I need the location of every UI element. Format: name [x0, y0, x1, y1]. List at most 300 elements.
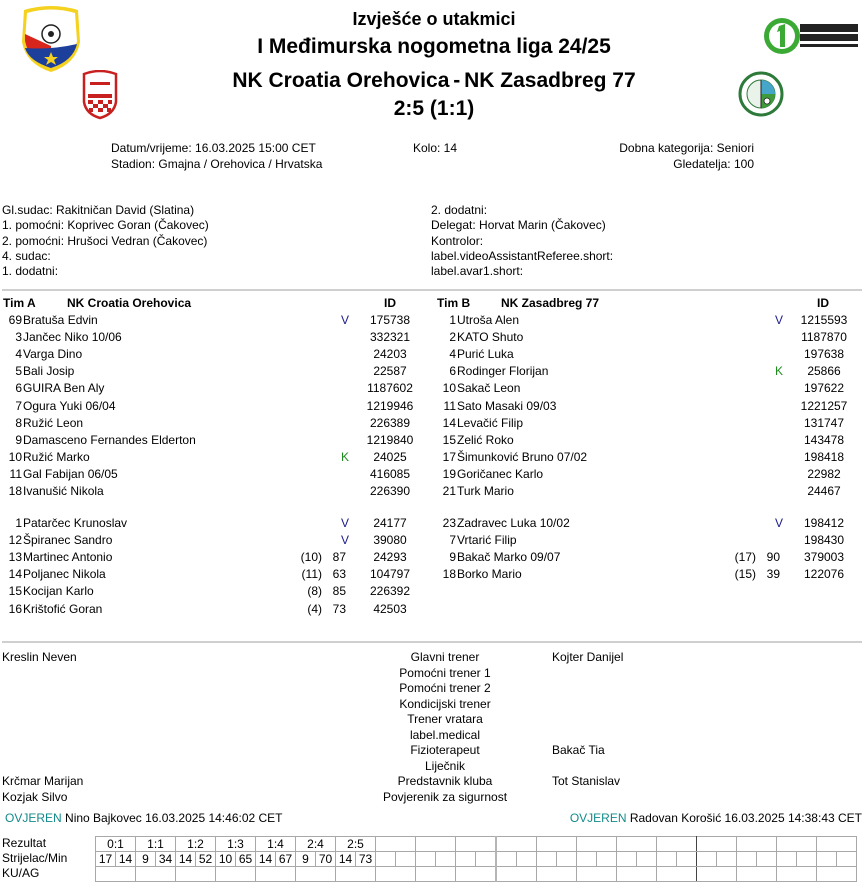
- away-staff-name: [552, 681, 752, 697]
- goal-scorer-cell: [537, 852, 557, 867]
- card-row: [96, 867, 857, 882]
- player-id: 175738: [369, 313, 411, 327]
- goal-result-cell: 1:4: [256, 837, 296, 852]
- player-name: Kocijan Karlo: [23, 584, 94, 599]
- goal-scorer-cell: [456, 852, 476, 867]
- replaced-player-number: (11): [301, 567, 322, 582]
- goal-scorer-cell: [697, 852, 717, 867]
- home-staff-name: [2, 681, 202, 697]
- home-staff-name: [2, 728, 202, 744]
- home-team-name: NK Croatia Orehovica: [232, 69, 450, 92]
- player-name: Varga Dino: [23, 347, 83, 362]
- away-staff-name: Bakač Tia: [552, 743, 605, 757]
- player-id: 1215593: [800, 313, 848, 327]
- player-id: 226390: [369, 484, 411, 498]
- goal-result-cell: [577, 837, 617, 852]
- player-row: [0, 566, 428, 583]
- goal-result-cell: 2:5: [336, 837, 376, 852]
- goal-result-cell: [456, 837, 497, 852]
- match-stadium: Stadion: Gmajna / Orehovica / Hrvatska: [111, 157, 323, 171]
- goal-result-cell: 0:1: [96, 837, 136, 852]
- goal-minute-cell: 73: [356, 852, 376, 867]
- goal-scorer-cell: [777, 852, 797, 867]
- player-name: Gal Fabijan 06/05: [23, 466, 118, 481]
- player-id: 24467: [807, 484, 841, 498]
- away-staff-name: [552, 728, 752, 744]
- away-staff-name: [552, 759, 752, 775]
- substitution-minute: 87: [332, 550, 346, 565]
- additional-referee-2: 2. dodatni:: [431, 203, 488, 217]
- player-row: [0, 466, 428, 483]
- goal-scorer-cell: [376, 852, 396, 867]
- card-cell: [176, 867, 216, 882]
- home-staff-name: Kozjak Silvo: [2, 789, 68, 804]
- goal-scorer-cell: [617, 852, 637, 867]
- player-id: 1187870: [801, 330, 847, 345]
- player-number: 7: [15, 398, 22, 413]
- home-staff-name: [2, 666, 202, 682]
- substitution-minute: 39: [766, 567, 780, 582]
- player-number: 1: [15, 516, 22, 530]
- card-cell: [336, 867, 376, 882]
- player-number: 11: [443, 398, 456, 413]
- goal-result-cell: [697, 837, 737, 852]
- card-cell: [376, 867, 416, 882]
- home-staff-name: [2, 697, 202, 713]
- player-number: 10: [442, 381, 456, 396]
- player-row: [434, 346, 862, 363]
- player-id: 143478: [803, 432, 845, 447]
- team-b-label: Tim B: [437, 296, 471, 310]
- team-a-name: NK Croatia Orehovica: [67, 296, 192, 310]
- player-row: [0, 398, 428, 415]
- goal-scorer-cell: [577, 852, 597, 867]
- player-row: [434, 432, 862, 449]
- card-cell: [496, 867, 537, 882]
- age-category: Dobna kategorija: Seniori: [619, 141, 754, 155]
- player-row: [0, 346, 428, 363]
- player-number: 7: [449, 533, 456, 548]
- goal-scorer-cell: 14: [256, 852, 276, 867]
- player-name: Zelić Roko: [457, 432, 514, 447]
- player-id: 1187602: [367, 381, 413, 396]
- officials-left: [2, 203, 209, 279]
- spectators: Gledatelja: 100: [673, 157, 754, 171]
- substitution-minute: 90: [766, 550, 780, 565]
- player-row: [0, 363, 428, 380]
- player-row: [0, 312, 428, 329]
- player-row: [434, 449, 862, 466]
- player-row: [0, 415, 428, 432]
- scorer-row: [96, 852, 857, 867]
- officials-right: [431, 203, 613, 279]
- player-row: [0, 483, 428, 500]
- player-number: 18: [442, 567, 456, 582]
- card-cell: [216, 867, 256, 882]
- player-number: 8: [15, 415, 22, 430]
- player-name: Purić Luka: [457, 347, 514, 362]
- player-id: 24203: [373, 347, 407, 362]
- card-cell: [136, 867, 176, 882]
- away-staff-name: [552, 666, 752, 682]
- card-cell: [777, 867, 817, 882]
- player-name: Šimunković Bruno 07/02: [457, 449, 588, 464]
- card-cell: [296, 867, 336, 882]
- player-number: 15: [8, 584, 22, 599]
- player-name: Goričanec Karlo: [457, 466, 544, 481]
- player-number: 15: [442, 432, 456, 447]
- player-number: 3: [15, 330, 22, 345]
- player-row: [434, 398, 862, 415]
- player-number: 9: [449, 550, 456, 565]
- staff-role-label: Povjerenik za sigurnost: [382, 789, 508, 804]
- home-staff-name: [2, 712, 202, 728]
- home-verification: [5, 811, 283, 825]
- goal-result-cell: [657, 837, 697, 852]
- player-number: 1: [449, 313, 456, 327]
- player-id: 198412: [803, 516, 845, 530]
- verified-by: Nino Bajkovec 16.03.2025 14:46:02 CET: [65, 811, 283, 825]
- card-cell: [737, 867, 777, 882]
- match-datetime: Datum/vrijeme: 16.03.2025 15:00 CET: [111, 141, 316, 155]
- player-row: [434, 363, 862, 380]
- player-number: 11: [9, 466, 22, 481]
- match-teams: [0, 69, 868, 93]
- player-id: 24025: [373, 449, 407, 464]
- goal-result-cell: [496, 837, 537, 852]
- team-separator: -: [453, 69, 461, 92]
- player-name: Krištofić Goran: [23, 601, 103, 616]
- goal-result-cell: [817, 837, 857, 852]
- player-id: 131747: [803, 415, 845, 430]
- player-number: 6: [15, 381, 22, 396]
- player-number: 69: [8, 313, 22, 327]
- player-number: 21: [442, 484, 456, 498]
- card-row-label: KU/AG: [2, 866, 40, 880]
- goal-result-cell: [737, 837, 777, 852]
- goal-scorer-cell: 9: [296, 852, 316, 867]
- player-name: Levačić Filip: [457, 415, 524, 430]
- player-id: 39080: [373, 533, 407, 548]
- match-round: Kolo: 14: [413, 141, 458, 155]
- goal-scorer-cell: 9: [136, 852, 156, 867]
- substitution-minute: 73: [332, 601, 346, 616]
- card-cell: [256, 867, 296, 882]
- goal-result-cell: [777, 837, 817, 852]
- goal-minute-cell: [837, 852, 857, 867]
- card-cell: [697, 867, 737, 882]
- staff-role-label: Fizioterapeut: [410, 743, 480, 757]
- replaced-player-number: (4): [307, 601, 322, 616]
- staff-role-label: Predstavnik kluba: [397, 774, 493, 788]
- player-name: GUIRA Ben Aly: [23, 381, 105, 396]
- player-name: Utroša Alen: [457, 313, 520, 327]
- staff-role-label: Kondicijski trener: [399, 696, 491, 711]
- goal-result-cell: [617, 837, 657, 852]
- verified-status: OVJEREN: [569, 811, 627, 825]
- player-name: Sato Masaki 09/03: [457, 398, 557, 413]
- player-row: [0, 532, 428, 549]
- player-row: [0, 380, 428, 397]
- player-id: 198430: [803, 533, 845, 548]
- player-number: 23: [442, 516, 456, 530]
- goal-minute-cell: [677, 852, 697, 867]
- player-row: [434, 483, 862, 500]
- team-b-name: NK Zasadbreg 77: [501, 296, 600, 310]
- staff-role-label: label.medical: [409, 727, 481, 742]
- goal-result-cell: 2:4: [296, 837, 336, 852]
- card-cell: [537, 867, 577, 882]
- player-name: Damasceno Fernandes Elderton: [23, 432, 196, 447]
- player-number: 4: [449, 347, 456, 362]
- player-row: [434, 532, 862, 549]
- goal-minute-cell: 70: [316, 852, 336, 867]
- staff-role-label: Trener vratara: [407, 712, 483, 726]
- player-number: 14: [442, 415, 456, 430]
- goal-scorer-cell: 10: [216, 852, 236, 867]
- goal-minute-cell: 67: [276, 852, 296, 867]
- player-row: [434, 415, 862, 432]
- goal-minute-cell: [476, 852, 497, 867]
- player-id: 1221257: [800, 398, 848, 413]
- verified-status: OVJEREN: [5, 811, 62, 825]
- player-number: 9: [15, 432, 22, 447]
- goal-minute-cell: [436, 852, 456, 867]
- var: label.videoAssistantReferee.short:: [431, 248, 614, 263]
- player-name: Rodinger Florijan: [457, 364, 549, 379]
- player-number: 17: [442, 449, 456, 464]
- home-staff: [2, 650, 202, 805]
- home-staff-name: Kreslin Neven: [2, 650, 77, 664]
- card-cell: [96, 867, 136, 882]
- away-staff-name: [552, 697, 752, 713]
- player-number: 5: [15, 364, 22, 379]
- team-a-label: Tim A: [3, 296, 36, 310]
- goalkeeper-mark: V: [340, 313, 349, 327]
- player-id: 379003: [803, 550, 845, 565]
- league-name: I Međimurska nogometna liga 24/25: [257, 35, 611, 58]
- goal-minute-cell: [717, 852, 737, 867]
- player-name: Bratuša Edvin: [23, 313, 98, 327]
- card-cell: [817, 867, 857, 882]
- goal-minute-cell: [396, 852, 416, 867]
- fourth-official: 4. sudac:: [2, 248, 51, 263]
- away-verification: [570, 811, 862, 825]
- player-row: [434, 380, 862, 397]
- assistant-referee-2: 2. pomoćni: Hrušoci Vedran (Čakovec): [2, 233, 208, 248]
- match-score: 2:5 (1:1): [393, 97, 475, 120]
- goalkeeper-mark: V: [774, 516, 783, 530]
- result-row: [96, 837, 857, 852]
- main-referee: Gl.sudac: Rakitničan David (Slatina): [2, 203, 195, 217]
- substitution-minute: 85: [332, 584, 346, 599]
- card-cell: [617, 867, 657, 882]
- goal-minute-cell: 65: [236, 852, 256, 867]
- player-id: 416085: [369, 466, 411, 481]
- player-row: [434, 329, 862, 346]
- staff-role-label: Pomoćni trener 2: [399, 681, 491, 695]
- player-id: 104797: [369, 567, 411, 582]
- player-name: Ivanušić Nikola: [23, 484, 104, 498]
- card-cell: [456, 867, 497, 882]
- goal-scorer-cell: 14: [176, 852, 196, 867]
- goalkeeper-mark: V: [340, 533, 349, 548]
- goal-minute-cell: [757, 852, 777, 867]
- away-staff-name: Kojter Danijel: [552, 650, 624, 664]
- player-name: Bakač Marko 09/07: [457, 550, 561, 565]
- goal-result-cell: 1:3: [216, 837, 256, 852]
- away-staff: [552, 650, 752, 805]
- goal-scorer-cell: 17: [96, 852, 116, 867]
- goalkeeper-mark: V: [774, 313, 783, 327]
- player-row: [0, 583, 428, 600]
- goalkeeper-mark: V: [340, 516, 349, 530]
- player-number: 16: [8, 601, 22, 616]
- verified-by: Radovan Korošić 16.03.2025 14:38:43 CET: [629, 811, 862, 825]
- goal-result-cell: [416, 837, 456, 852]
- goal-scorer-cell: [817, 852, 837, 867]
- player-row: [0, 549, 428, 566]
- away-staff-name: Tot Stanislav: [552, 774, 621, 788]
- home-staff-name: [2, 743, 202, 759]
- away-staff-name: [552, 790, 752, 806]
- player-row: [0, 601, 428, 618]
- goal-scorer-cell: [416, 852, 436, 867]
- player-number: 14: [8, 567, 22, 582]
- card-cell: [577, 867, 617, 882]
- avar: label.avar1.short:: [431, 264, 524, 279]
- player-number: 19: [442, 466, 456, 481]
- player-row: [434, 515, 862, 532]
- player-row: [0, 515, 428, 532]
- away-staff-name: [552, 712, 752, 728]
- replaced-player-number: (17): [734, 550, 756, 565]
- player-id: 25866: [807, 364, 841, 379]
- staff-roles: [340, 650, 550, 805]
- home-staff-name: [2, 759, 202, 775]
- substitution-minute: 63: [332, 567, 346, 582]
- replaced-player-number: (15): [734, 567, 756, 582]
- goal-result-cell: 1:1: [136, 837, 176, 852]
- goal-minute-cell: 34: [156, 852, 176, 867]
- player-name: Borko Mario: [457, 567, 522, 582]
- replaced-player-number: (8): [307, 584, 322, 599]
- player-id: 1219946: [366, 398, 414, 413]
- goals-table: [95, 836, 857, 882]
- player-id: 22587: [373, 364, 407, 379]
- additional-referee-1: 1. dodatni:: [2, 264, 59, 279]
- replaced-player-number: (10): [300, 550, 322, 565]
- player-name: Vrtarić Filip: [457, 533, 517, 548]
- captain-mark: K: [774, 364, 783, 379]
- player-row: [434, 466, 862, 483]
- player-id: 226392: [369, 584, 411, 599]
- player-id: 1219840: [366, 432, 414, 447]
- player-id: 42503: [373, 601, 407, 616]
- player-id: 24293: [373, 550, 407, 565]
- goal-minute-cell: [797, 852, 817, 867]
- player-id: 197622: [803, 381, 845, 396]
- goal-minute-cell: 14: [116, 852, 136, 867]
- card-cell: [657, 867, 697, 882]
- staff-role-label: Glavni trener: [410, 650, 480, 664]
- player-name: Turk Mario: [457, 484, 514, 498]
- assistant-referee-1: 1. pomoćni: Koprivec Goran (Čakovec): [2, 218, 209, 233]
- player-row: [0, 449, 428, 466]
- player-name: Jančec Niko 10/06: [23, 330, 122, 345]
- goal-minute-cell: 52: [196, 852, 216, 867]
- player-name: Martinec Antonio: [23, 550, 113, 565]
- player-name: Poljanec Nikola: [23, 567, 106, 582]
- player-id: 122076: [803, 567, 845, 582]
- player-name: Ogura Yuki 06/04: [23, 398, 116, 413]
- divider: [2, 289, 862, 291]
- player-id: 22982: [807, 466, 841, 481]
- scorer-row-label: Strijelac/Min: [2, 851, 68, 865]
- player-number: 4: [15, 347, 22, 362]
- player-number: 12: [8, 533, 22, 548]
- delegate: Delegat: Horvat Marin (Čakovec): [431, 218, 606, 233]
- divider: [2, 641, 862, 643]
- result-row-label: Rezultat: [2, 836, 47, 850]
- player-number: 2: [449, 330, 456, 345]
- goal-minute-cell: [637, 852, 657, 867]
- home-staff-name: Krčmar Marijan: [2, 774, 84, 788]
- card-cell: [416, 867, 456, 882]
- player-number: 6: [449, 364, 456, 379]
- captain-mark: K: [340, 449, 349, 464]
- team-b-id-header: ID: [817, 296, 829, 310]
- player-id: 24177: [373, 516, 407, 530]
- player-id: 198418: [803, 449, 845, 464]
- player-name: Ružić Leon: [23, 415, 84, 430]
- goal-result-cell: 1:2: [176, 837, 216, 852]
- goal-scorer-cell: [496, 852, 517, 867]
- player-row: [434, 312, 862, 329]
- controller: Kontrolor:: [431, 233, 484, 248]
- goal-minute-cell: [557, 852, 577, 867]
- goal-minute-cell: [597, 852, 617, 867]
- player-name: Ružić Marko: [23, 449, 90, 464]
- player-id: 226389: [369, 415, 411, 430]
- player-number: 10: [8, 449, 22, 464]
- goal-scorer-cell: 14: [336, 852, 356, 867]
- player-name: Zadravec Luka 10/02: [457, 516, 570, 530]
- player-number: 18: [8, 484, 22, 498]
- player-row: [434, 566, 862, 583]
- staff-role-label: Liječnik: [424, 758, 466, 773]
- player-row: [0, 329, 428, 346]
- goal-result-cell: [537, 837, 577, 852]
- player-number: 13: [8, 550, 22, 565]
- player-name: Bali Josip: [23, 364, 75, 379]
- away-team-name: NK Zasadbreg 77: [464, 69, 636, 92]
- goal-minute-cell: [517, 852, 537, 867]
- player-row: [434, 549, 862, 566]
- player-row: [0, 432, 428, 449]
- player-id: 332321: [369, 330, 411, 345]
- player-name: KATO Shuto: [457, 330, 524, 345]
- player-name: Patarčec Krunoslav: [23, 516, 128, 530]
- goal-result-cell: [376, 837, 416, 852]
- report-title: Izvješće o utakmici: [352, 9, 516, 29]
- player-id: 197638: [803, 347, 845, 362]
- staff-role-label: Pomoćni trener 1: [399, 665, 491, 680]
- team-a-id-header: ID: [384, 296, 396, 310]
- goal-scorer-cell: [737, 852, 757, 867]
- goal-scorer-cell: [657, 852, 677, 867]
- player-name: Sakač Leon: [457, 381, 521, 396]
